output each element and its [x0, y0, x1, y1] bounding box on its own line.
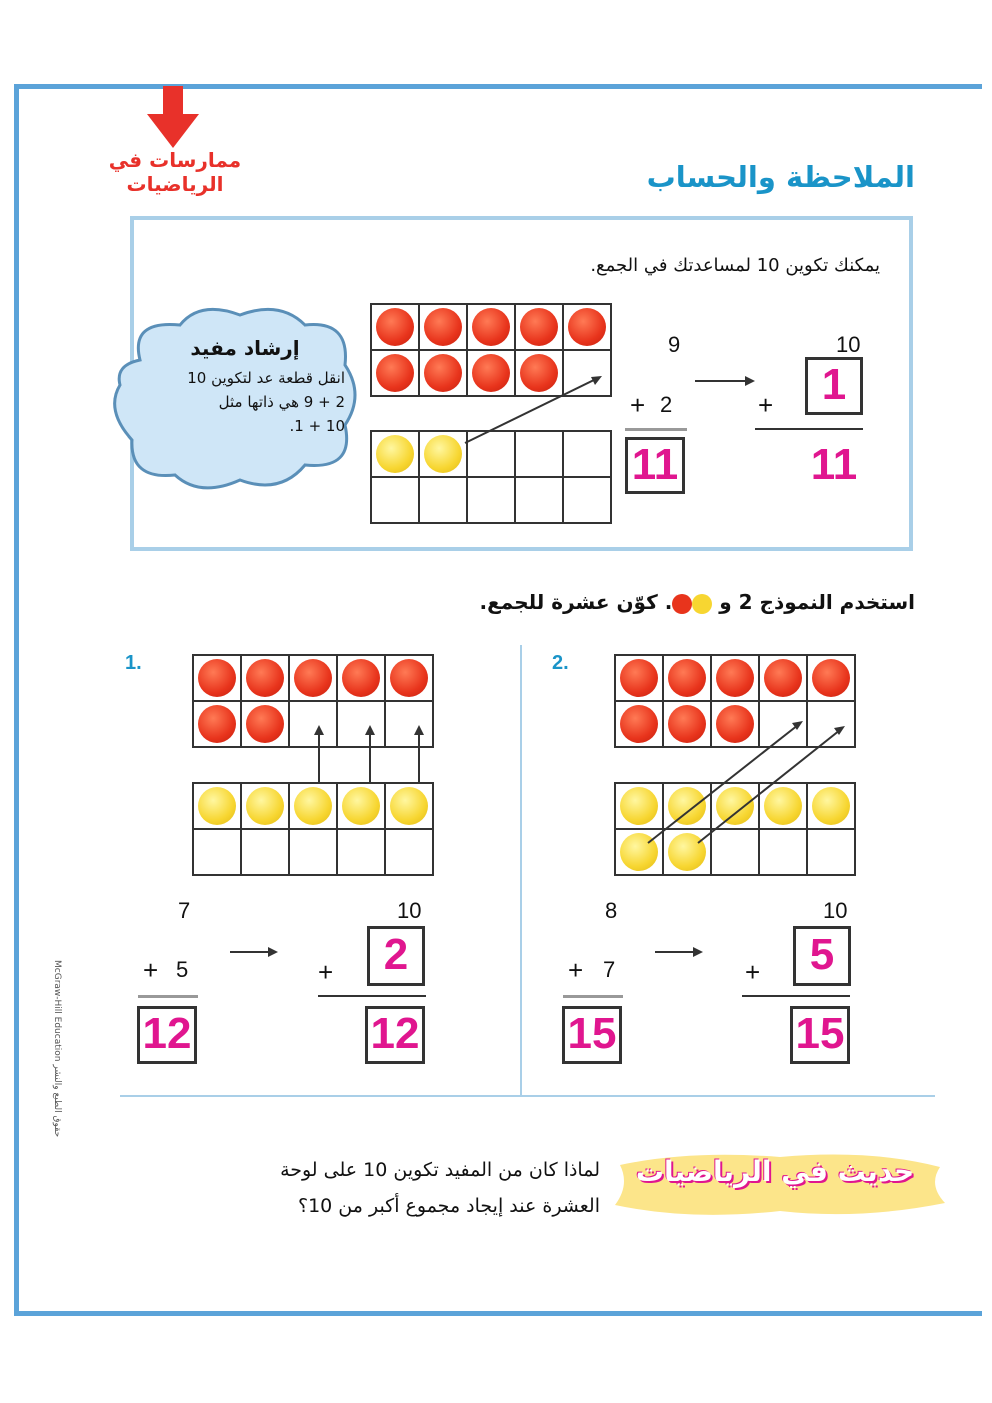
plus-sign: +: [630, 390, 646, 420]
example-regroup-sum: 11: [810, 440, 858, 489]
problem2-regroup-add: 5: [809, 930, 835, 979]
yellow-counter: [342, 787, 380, 825]
move-arrows-icon: [300, 722, 440, 788]
example-second-addend: 2: [660, 392, 673, 417]
yellow-counter: [294, 787, 332, 825]
sum-line: [755, 428, 863, 430]
right-arrow-icon: [655, 945, 705, 959]
problem1-add: 5: [176, 957, 189, 982]
problem2-regroup-sum: 15: [795, 1009, 845, 1058]
tip-title: إرشاد مفيد: [190, 336, 300, 360]
red-counter: [376, 308, 414, 346]
plus-sign: +: [318, 957, 334, 987]
example-top-addend: 9: [668, 332, 681, 357]
plus-sign: +: [568, 955, 584, 985]
red-counter: [424, 308, 462, 346]
red-counter: [294, 659, 332, 697]
problem-number: 2.: [552, 652, 569, 674]
yellow-counter: [424, 435, 462, 473]
red-counter: [376, 354, 414, 392]
move-arrows-icon: [640, 715, 850, 855]
yellow-counter-icon: [692, 594, 712, 614]
math-talk-title: حديث في الرياضيات: [635, 1155, 915, 1188]
red-counter: [424, 354, 462, 392]
red-counter: [246, 705, 284, 743]
section-divider: [120, 1095, 935, 1097]
red-counter-icon: [672, 594, 692, 614]
red-counter: [342, 659, 380, 697]
problem-number: 1.: [125, 652, 142, 674]
math-practices-label: ممارسات في الرياضيات: [108, 148, 242, 196]
sum-line: [563, 995, 623, 998]
section-title: الملاحظة والحساب: [646, 160, 915, 194]
red-counter: [812, 659, 850, 697]
problem1-sum: 12: [142, 1009, 192, 1058]
right-arrow-icon: [230, 945, 280, 959]
yellow-counter: [246, 787, 284, 825]
problem2-sum: 15: [567, 1009, 617, 1058]
example-intro: يمكنك تكوين 10 لمساعدتك في الجمع.: [590, 255, 880, 276]
math-talk-question: لماذا كان من المفيد تكوين 10 على لوحة العشرة عند إيجاد مجموع أكبر من 10؟: [280, 1159, 600, 1217]
sum-line: [138, 995, 198, 998]
red-counter: [198, 705, 236, 743]
problem2-regroup-top: 10: [823, 898, 848, 923]
down-arrow-icon: [145, 86, 201, 150]
yellow-counter: [376, 435, 414, 473]
red-counter: [568, 308, 606, 346]
red-counter: [764, 659, 802, 697]
red-counter: [246, 659, 284, 697]
red-counter: [198, 659, 236, 697]
sum-line: [625, 428, 687, 431]
copyright-credit: McGraw-Hill Education حقوق الطبع والنشر: [52, 960, 62, 1138]
right-arrow-icon: [695, 374, 757, 388]
example-sum: 11: [631, 440, 679, 489]
problem2-top: 8: [605, 898, 618, 923]
red-counter: [472, 308, 510, 346]
sum-line: [742, 995, 850, 997]
move-arrow-icon: [460, 370, 610, 450]
red-counter: [668, 659, 706, 697]
red-counter: [716, 659, 754, 697]
yellow-counter: [198, 787, 236, 825]
plus-sign: +: [745, 957, 761, 987]
plus-sign: +: [758, 390, 774, 420]
plus-sign: +: [143, 955, 159, 985]
problem1-regroup-add: 2: [383, 930, 409, 979]
red-counter: [390, 659, 428, 697]
tip-body: انقل قطعة عد لتكوين 10 2 + 9 هي ذاتها مثل 10 + 1.: [187, 369, 345, 435]
column-divider: [520, 645, 522, 1095]
red-counter: [520, 308, 558, 346]
problem1-ten-frame-yellow: [192, 782, 434, 876]
yellow-counter: [390, 787, 428, 825]
example-regroup-top: 10: [836, 332, 861, 357]
red-counter: [620, 659, 658, 697]
sum-line: [318, 995, 426, 997]
problem1-regroup-sum: 12: [370, 1009, 420, 1058]
problem1-regroup-top: 10: [397, 898, 422, 923]
example-regroup-addend: 1: [821, 360, 847, 409]
problem2-add: 7: [603, 957, 616, 982]
instruction: استخدم النموذج 2 و . كوّن عشرة للجمع.: [479, 590, 915, 614]
problem1-top: 7: [178, 898, 191, 923]
